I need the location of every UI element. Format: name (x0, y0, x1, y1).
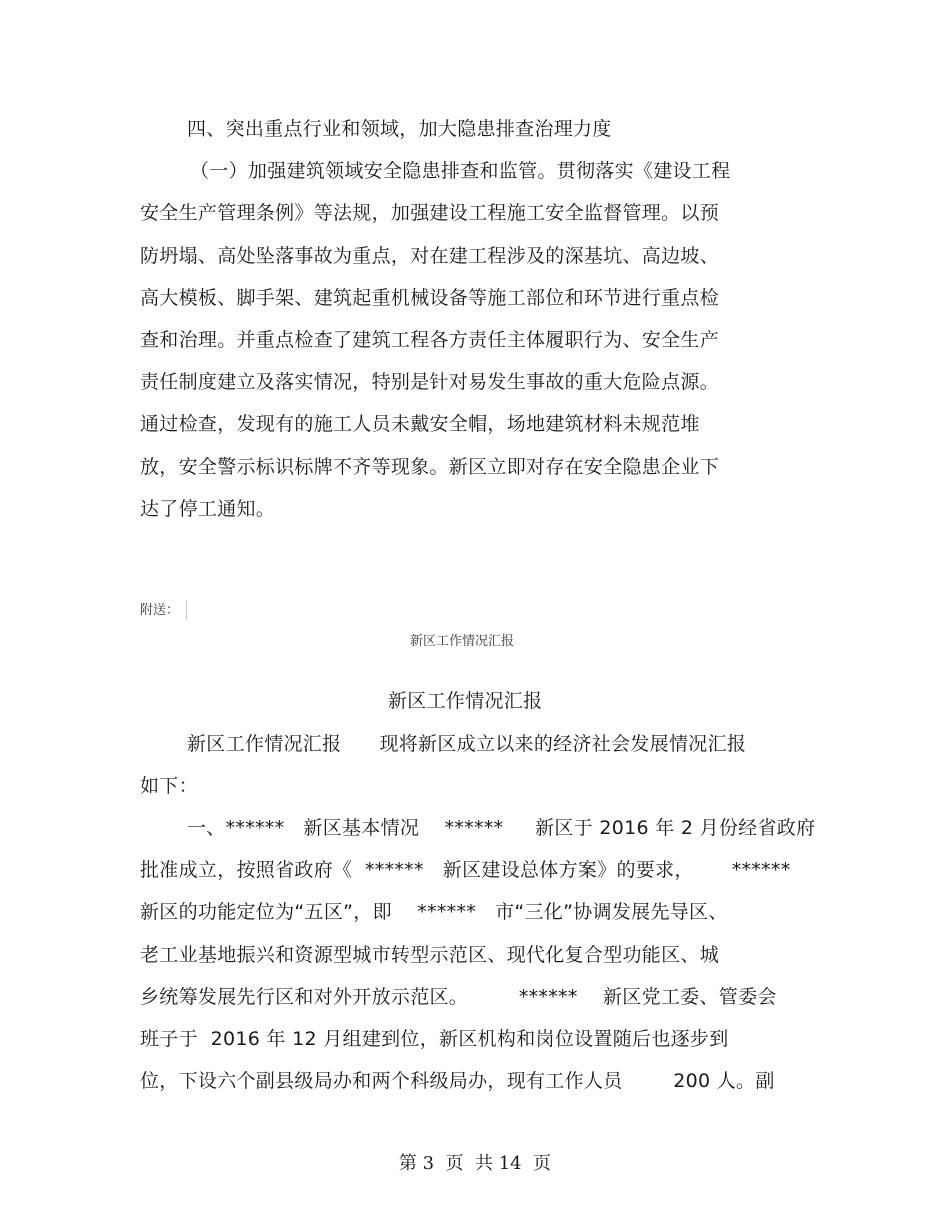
attachment-small-title: 新区工作情况汇报 (410, 634, 515, 649)
paragraph-line: 位，下设六个副县级局办和两个科级局办，现有工作人员 200 人。副 (140, 1070, 775, 1092)
paragraph-line: 高大模板、脚手架、建筑起重机械设备等施工部位和环节进行重点检 (140, 287, 720, 309)
paragraph-line: 通过检查，发现有的施工人员未戴安全帽，场地建筑材料未规范堆 (140, 413, 700, 435)
paragraph-line: 一、****** 新区基本情况 ****** 新区于 2016 年 2 月份经省政府 (187, 817, 816, 839)
paragraph-line: 新区的功能定位为“五区”，即 ****** 市“三化”协调发展先导区、 (140, 901, 728, 923)
paragraph-line: （一）加强建筑领域安全隐患排查和监管。贯彻落实《建设工程 (190, 160, 731, 182)
paragraph-line: 达了停工通知。 (140, 498, 276, 520)
paragraph-line: 老工业基地振兴和资源型城市转型示范区、现代化复合型功能区、城 (140, 944, 720, 966)
paragraph-line: 乡统筹发展先行区和对外开放示范区。 ****** 新区党工委、管委会 (140, 986, 777, 1008)
paragraph-line: 责任制度建立及落实情况，特别是针对易发生事故的重大危险点源。 (140, 371, 720, 393)
report-title: 新区工作情况汇报 (388, 690, 543, 712)
paragraph-line: 如下： (140, 775, 198, 797)
paragraph-line: 防坍塌、高处坠落事故为重点，对在建工程涉及的深基坑、高边坡、 (140, 245, 720, 267)
paragraph-line: 批准成立，按照省政府《 ****** 新区建设总体方案》的要求， ****** (140, 859, 791, 881)
divider-mark (186, 600, 187, 620)
paragraph-line: 安全生产管理条例》等法规，加强建设工程施工安全监督管理。以预 (140, 202, 720, 224)
paragraph-line: 新区工作情况汇报 现将新区成立以来的经济社会发展情况汇报 (187, 733, 747, 755)
section-heading: 四、突出重点行业和领域，加大隐患排查治理力度 (187, 118, 612, 140)
page-number: 第 3 页 共 14 页 (398, 1153, 552, 1174)
paragraph-line: 班子于 2016 年 12 月组建到位，新区机构和岗位设置随后也逐步到 (140, 1028, 729, 1050)
paragraph-line: 查和治理。并重点检查了建筑工程各方责任主体履职行为、安全生产 (140, 329, 720, 351)
attachment-label: 附送： (140, 603, 180, 618)
paragraph-line: 放，安全警示标识标牌不齐等现象。新区立即对存在安全隐患企业下 (140, 456, 720, 478)
